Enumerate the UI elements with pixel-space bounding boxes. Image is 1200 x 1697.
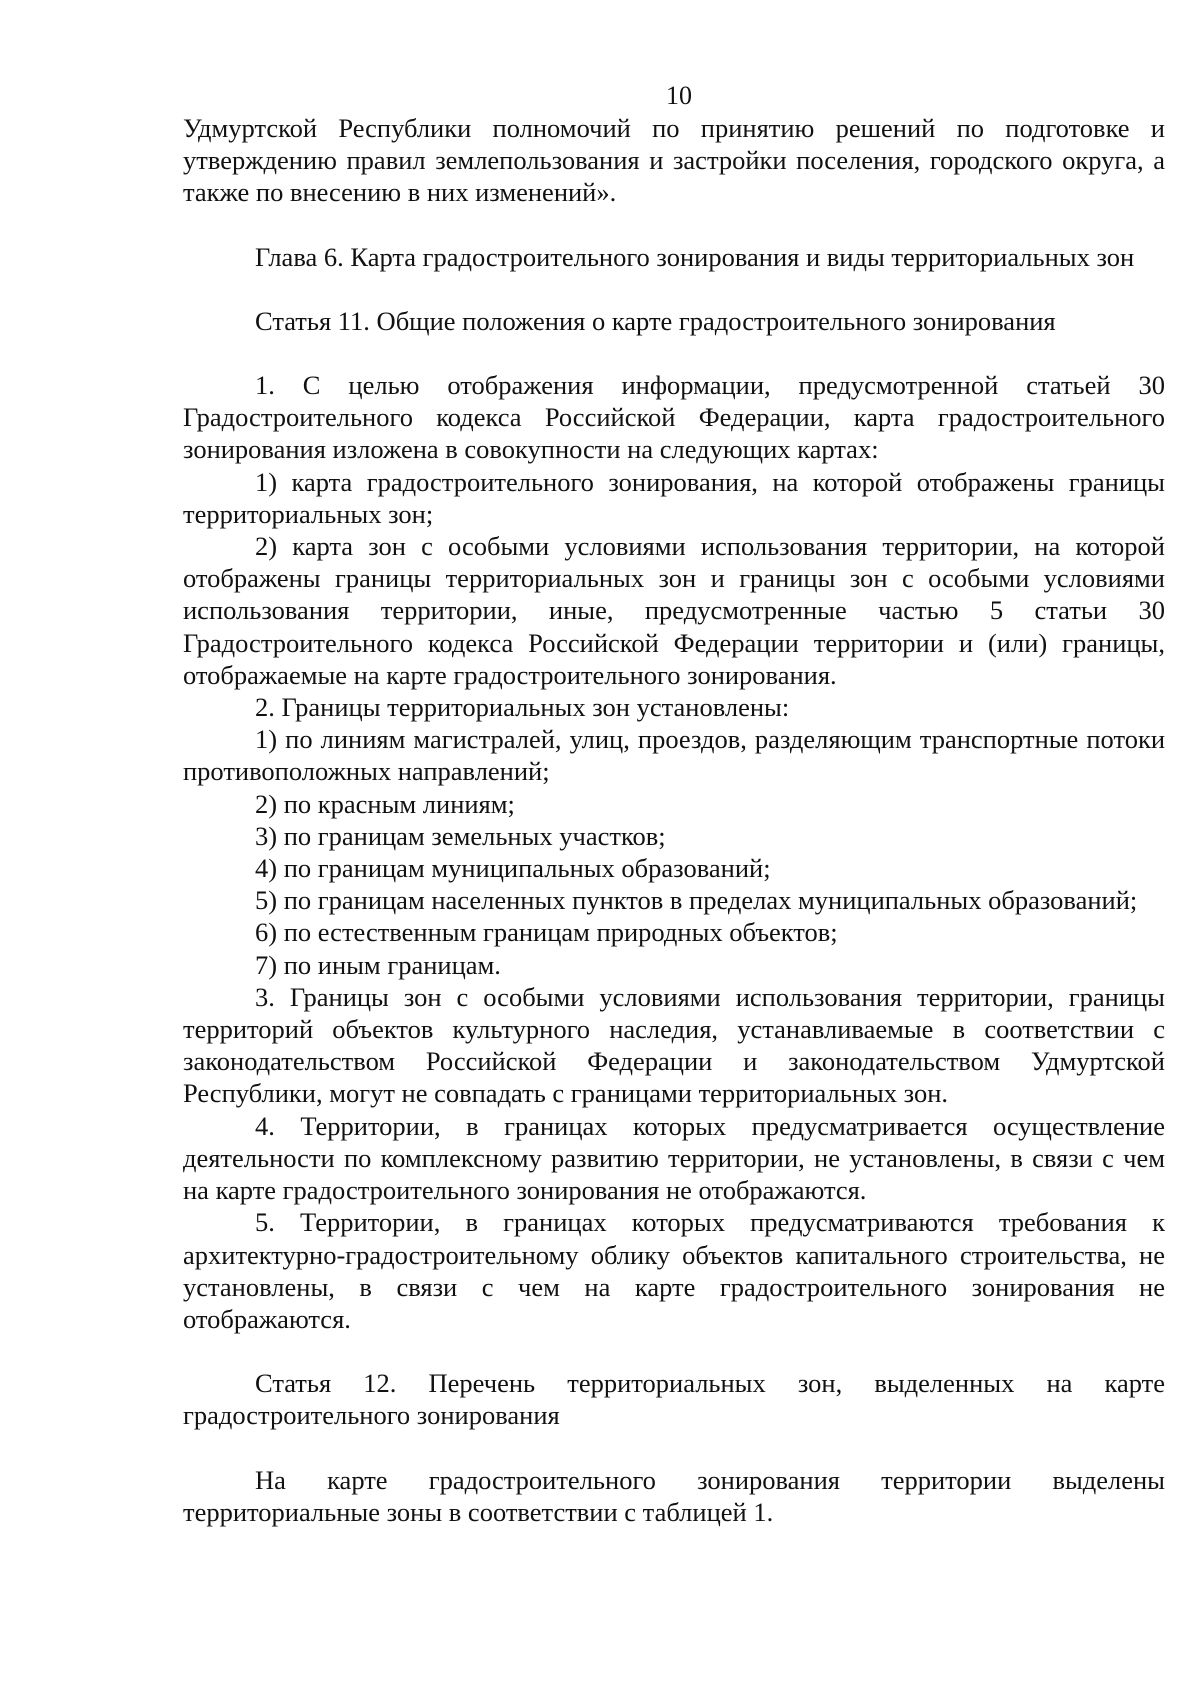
chapter-heading: Глава 6. Карта градостроительного зонирования и виды территориальных зон: [255, 241, 1135, 272]
document-page: [183, 80, 1165, 1528]
intro-paragraph: Удмуртской Республики полномочий по принятию решений по подготовке и утверждению правил землепользования и застройки поселения, городского округа, а также по внесению в них изменений».: [183, 113, 1165, 208]
article-11-heading: Статья 11. Общие положения о карте градостроительного зонирования: [255, 305, 1056, 336]
article-11-paragraph-2-item-6: 6) по естественным границам природных объектов;: [255, 917, 838, 948]
article-12-paragraph-1: На карте градостроительного зонирования территории выделены территориальные зоны в соответствии с таблицей 1.: [183, 1464, 1165, 1527]
document-body: [183, 112, 1165, 1528]
article-11-paragraph-1: 1. С целью отображения информации, предусмотренной статьей 30 Градостроительного кодекса Российской Федерации, карта градостроительного зонирования изложена в совокупности на следующих картах:: [183, 370, 1165, 465]
article-11-paragraph-3: 3. Границы зон с особыми условиями использования территории, границы территорий объектов культурного наследия, устанавливаемые в соответствии с законодательством Российской Федерации и законодательством Удмуртской Республики, могут не совпадать с границами территориальных зон.: [183, 981, 1165, 1109]
article-11-paragraph-2-item-1: 1) по линиям магистралей, улиц, проездов, разделяющим транспортные потоки противоположных направлений;: [183, 724, 1165, 787]
article-11-paragraph-5: 5. Территории, в границах которых предусматриваются требования к архитектурно-градостроительному облику объектов капитального строительства, не установлены, в связи с чем на карте градостроительного зонирования не отображаются.: [183, 1207, 1165, 1334]
article-11-paragraph-2: 2. Границы территориальных зон установлены:: [255, 692, 790, 723]
article-11-paragraph-2-item-2: 2) по красным линиям;: [255, 788, 515, 819]
article-12-heading: Статья 12. Перечень территориальных зон, выделенных на карте градостроительного зонирования: [183, 1368, 1165, 1431]
article-11-paragraph-2-item-5: 5) по границам населенных пунктов в пределах муниципальных образований;: [255, 885, 1138, 916]
article-11-paragraph-1-item-2: 2) карта зон с особыми условиями использования территории, на которой отображены границы территориальных зон и границы зон с особыми условиями использования территории, иные, предусмотренные частью 5 статьи 30 Градостроительного кодекса Российской Федерации территории и (или) границы, отображаемые на карте градостроительного зонирования.: [183, 531, 1165, 690]
article-11-paragraph-2-item-7: 7) по иным границам.: [255, 949, 501, 980]
article-11-paragraph-1-item-1: 1) карта градостроительного зонирования, на которой отображены границы территориальных зон;: [183, 466, 1165, 529]
article-11-paragraph-4: 4. Территории, в границах которых предусматривается осуществление деятельности по комплексному развитию территории, не установлены, в связи с чем на карте градостроительного зонирования не отображаются.: [183, 1110, 1165, 1206]
page-number: 10: [666, 81, 692, 110]
article-11-paragraph-2-item-4: 4) по границам муниципальных образований;: [255, 853, 771, 884]
article-11-paragraph-2-item-3: 3) по границам земельных участков;: [255, 820, 666, 851]
